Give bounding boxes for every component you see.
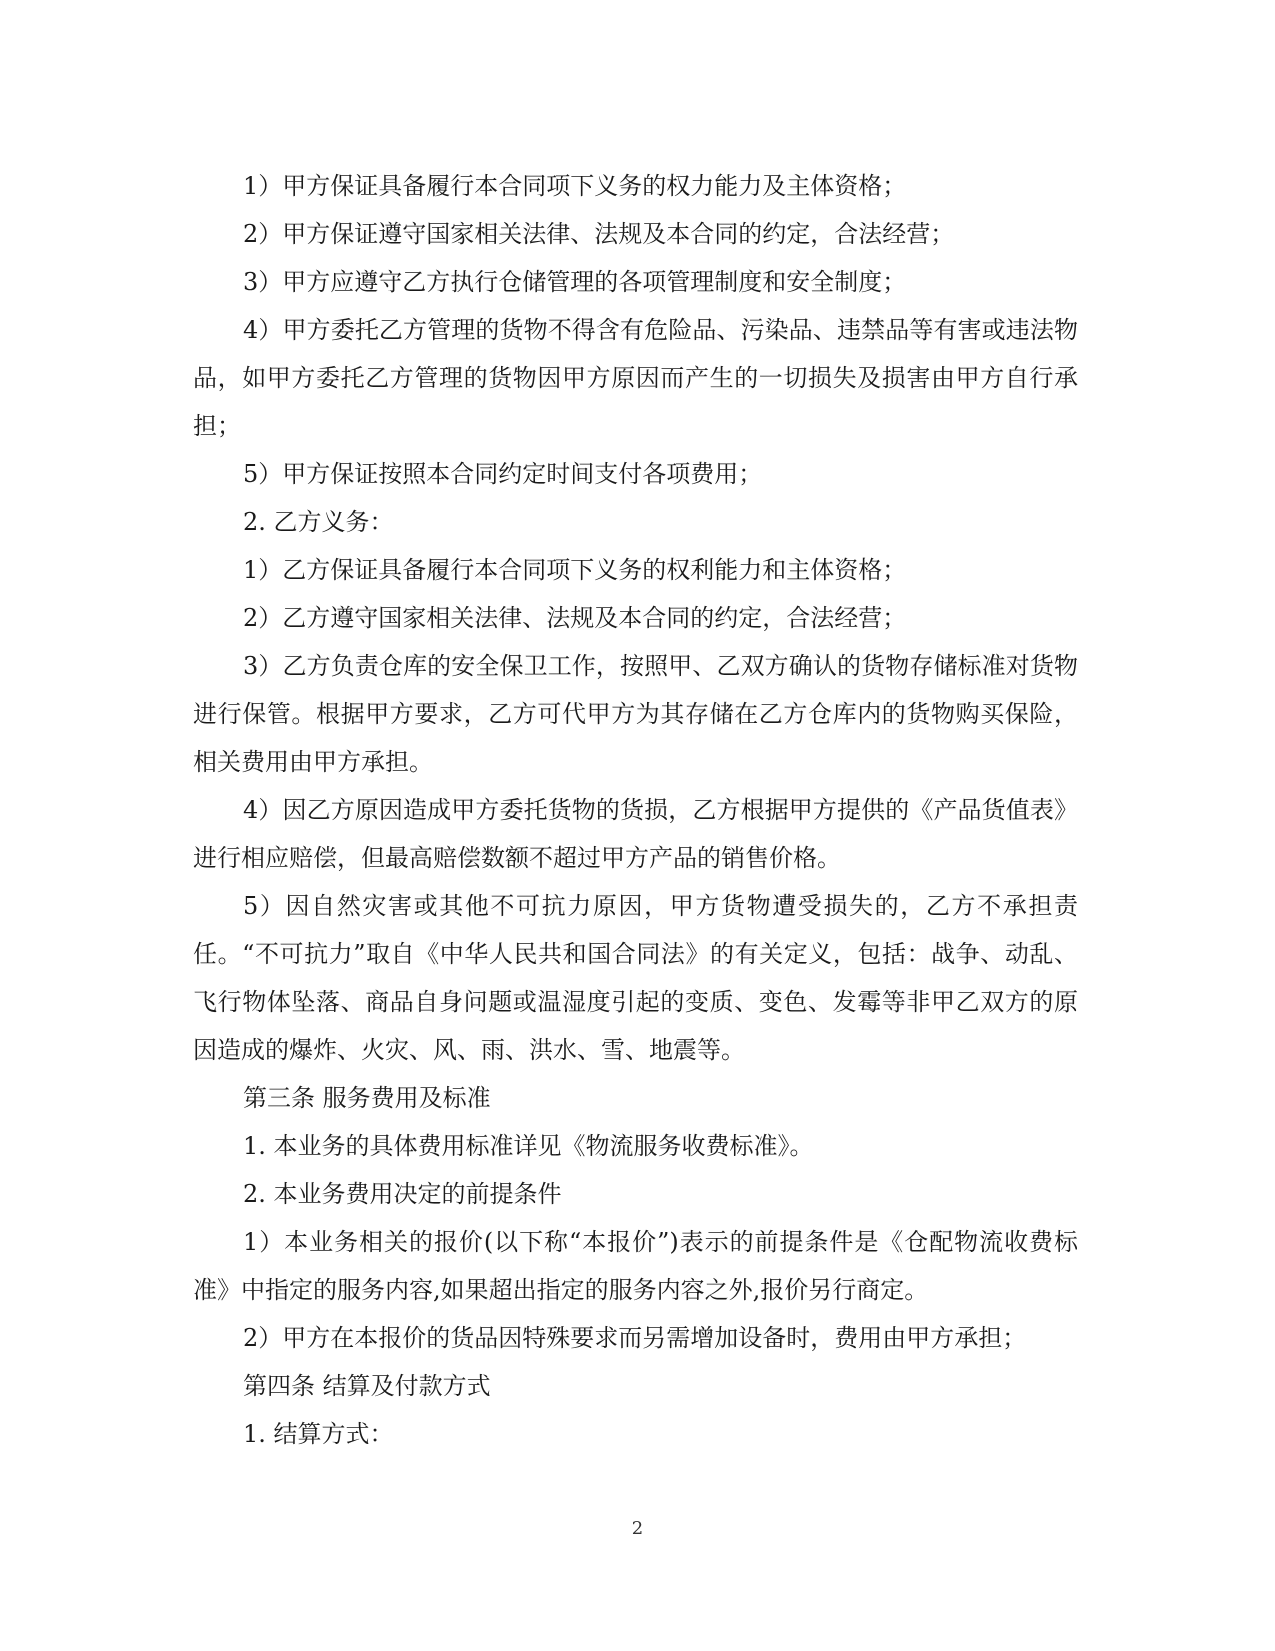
clause-party-b-qualification: 1）乙方保证具备履行本合同项下义务的权利能力和主体资格；: [243, 556, 907, 584]
clause-party-b-compensation: 4）因乙方原因造成甲方委托货物的货损，乙方根据甲方提供的《产品货值表》进行相应赔偿，但最高赔偿数额不超过甲方产品的销售价格。: [193, 796, 1078, 872]
clause-party-a-qualification: 1）甲方保证具备履行本合同项下义务的权力能力及主体资格；: [243, 172, 907, 200]
clause-party-a-prohibited-goods: 4）甲方委托乙方管理的货物不得含有危险品、污染品、违禁品等有害或违法物品，如甲方委托乙方管理的货物因甲方原因而产生的一切损失及损害由甲方自行承担；: [193, 316, 1078, 440]
clause-settlement-method: 1. 结算方式：: [243, 1420, 394, 1448]
article-three-heading: 第三条 服务费用及标准: [243, 1084, 491, 1112]
clause-party-a-compliance: 2）甲方保证遵守国家相关法律、法规及本合同的约定，合法经营；: [243, 220, 955, 248]
page-number: 2: [631, 1518, 644, 1539]
clause-quote-preconditions: 1）本业务相关的报价(以下称“本报价”)表示的前提条件是《仓配物流收费标准》中指定的服务内容,如果超出指定的服务内容之外,报价另行商定。: [193, 1228, 1078, 1304]
clause-fee-preconditions: 2. 本业务费用决定的前提条件: [243, 1180, 562, 1208]
clause-extra-equipment: 2）甲方在本报价的货品因特殊要求而另需增加设备时，费用由甲方承担；: [243, 1324, 1027, 1352]
article-four-heading: 第四条 结算及付款方式: [243, 1372, 491, 1400]
clause-party-b-compliance: 2）乙方遵守国家相关法律、法规及本合同的约定，合法经营；: [243, 604, 907, 632]
clause-party-a-warehouse-rules: 3）甲方应遵守乙方执行仓储管理的各项管理制度和安全制度；: [243, 268, 907, 296]
clause-party-b-security: 3）乙方负责仓库的安全保卫工作，按照甲、乙双方确认的货物存储标准对货物进行保管。根据甲方要求，乙方可代甲方为其存储在乙方仓库内的货物购买保险，相关费用由甲方承担。: [193, 652, 1078, 776]
document-body: [193, 162, 1078, 1458]
section-party-b-obligations: 2. 乙方义务：: [243, 508, 394, 536]
clause-force-majeure: 5）因自然灾害或其他不可抗力原因，甲方货物遭受损失的，乙方不承担责任。“不可抗力”取自《中华人民共和国合同法》的有关定义，包括：战争、动乱、飞行物体坠落、商品自身问题或温湿度引起的变质、变色、发霉等非甲乙双方的原因造成的爆炸、火灾、风、雨、洪水、雪、地震等。: [193, 892, 1078, 1064]
clause-fee-standard: 1. 本业务的具体费用标准详见《物流服务收费标准》。: [243, 1132, 814, 1160]
clause-party-a-payment: 5）甲方保证按照本合同约定时间支付各项费用；: [243, 460, 763, 488]
